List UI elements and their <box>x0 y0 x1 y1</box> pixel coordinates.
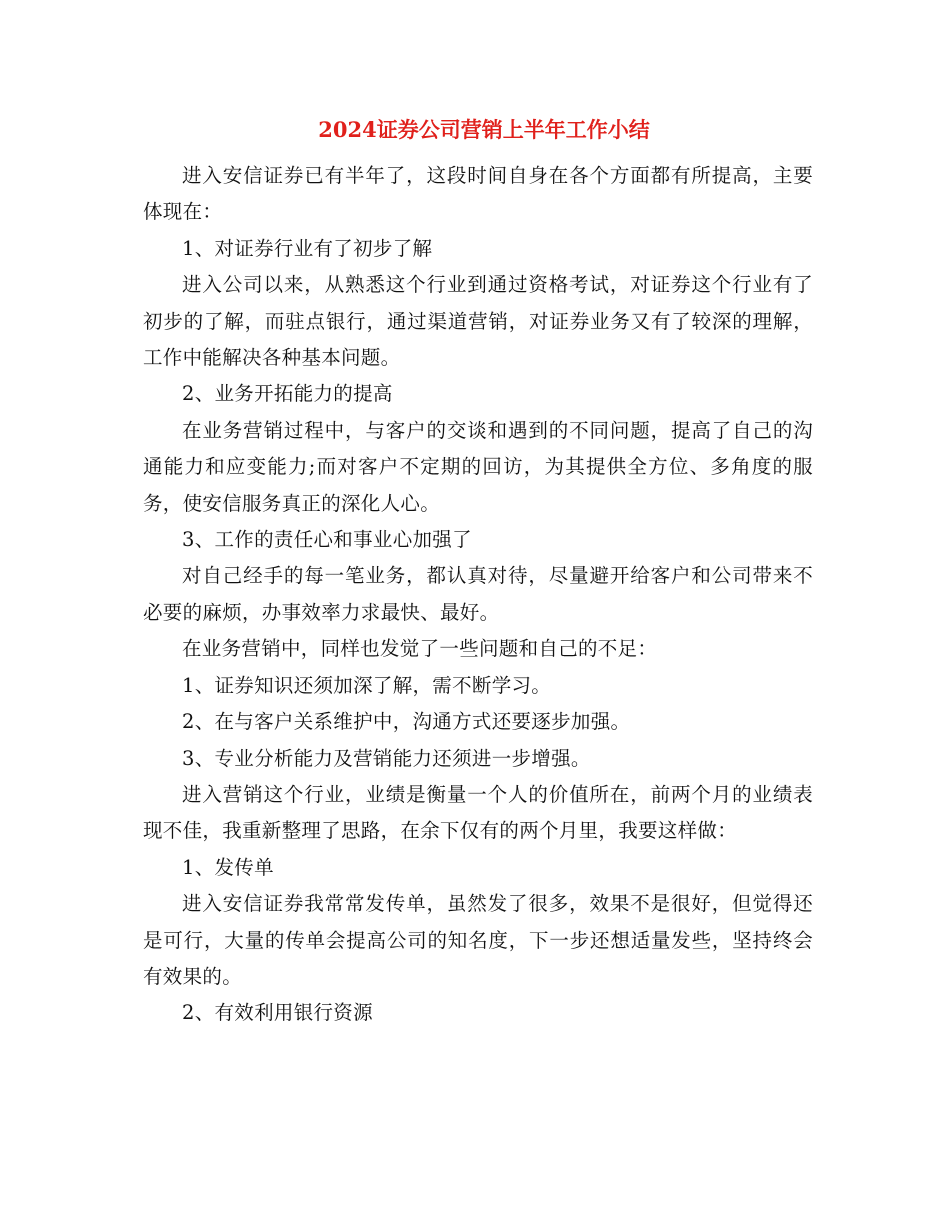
paragraph-business-development: 在业务营销过程中，与客户的交谈和遇到的不同问题，提高了自己的沟通能力和应变能力;而对客户不定期的回访，为其提供全方位、多角度的服务，使安信服务真正的深化人心。 <box>143 418 813 515</box>
document-page <box>143 112 813 1032</box>
heading-industry-understanding: 1、对证券行业有了初步了解 <box>182 236 433 260</box>
list-item-shortcoming-1: 1、证券知识还须加深了解，需不断学习。 <box>182 673 552 697</box>
heading-flyers: 1、发传单 <box>182 855 274 879</box>
document-title: 2024证券公司营销上半年工作小结 <box>318 117 650 142</box>
list-item-shortcoming-3: 3、专业分析能力及营销能力还须进一步增强。 <box>182 746 591 770</box>
heading-business-development: 2、业务开拓能力的提高 <box>182 382 393 406</box>
list-item-shortcoming-2: 2、在与客户关系维护中，沟通方式还要逐步加强。 <box>182 710 631 734</box>
paragraph-responsibility: 对自己经手的每一笔业务，都认真对待，尽量避开给客户和公司带来不必要的麻烦，办事效率力求最快、最好。 <box>143 564 813 624</box>
heading-bank-resources: 2、有效利用银行资源 <box>182 1001 373 1025</box>
paragraph-industry-understanding: 进入公司以来，从熟悉这个行业到通过资格考试，对证券这个行业有了初步的了解，而驻点银行，通过渠道营销，对证券业务又有了较深的理解，工作中能解决各种基本问题。 <box>143 273 813 370</box>
paragraph-flyers: 进入安信证券我常常发传单，虽然发了很多，效果不是很好，但觉得还是可行，大量的传单会提高公司的知名度，下一步还想适量发些，坚持终会有效果的。 <box>143 892 813 988</box>
paragraph-shortcomings-intro: 在业务营销中，同样也发觉了一些问题和自己的不足： <box>182 637 658 661</box>
paragraph-intro: 进入安信证券已有半年了，这段时间自身在各个方面都有所提高，主要体现在： <box>143 164 813 224</box>
paragraph-plan-intro: 进入营销这个行业，业绩是衡量一个人的价值所在，前两个月的业绩表现不佳，我重新整理了思路，在余下仅有的两个月里，我要这样做： <box>143 782 813 843</box>
heading-responsibility: 3、工作的责任心和事业心加强了 <box>182 528 472 552</box>
